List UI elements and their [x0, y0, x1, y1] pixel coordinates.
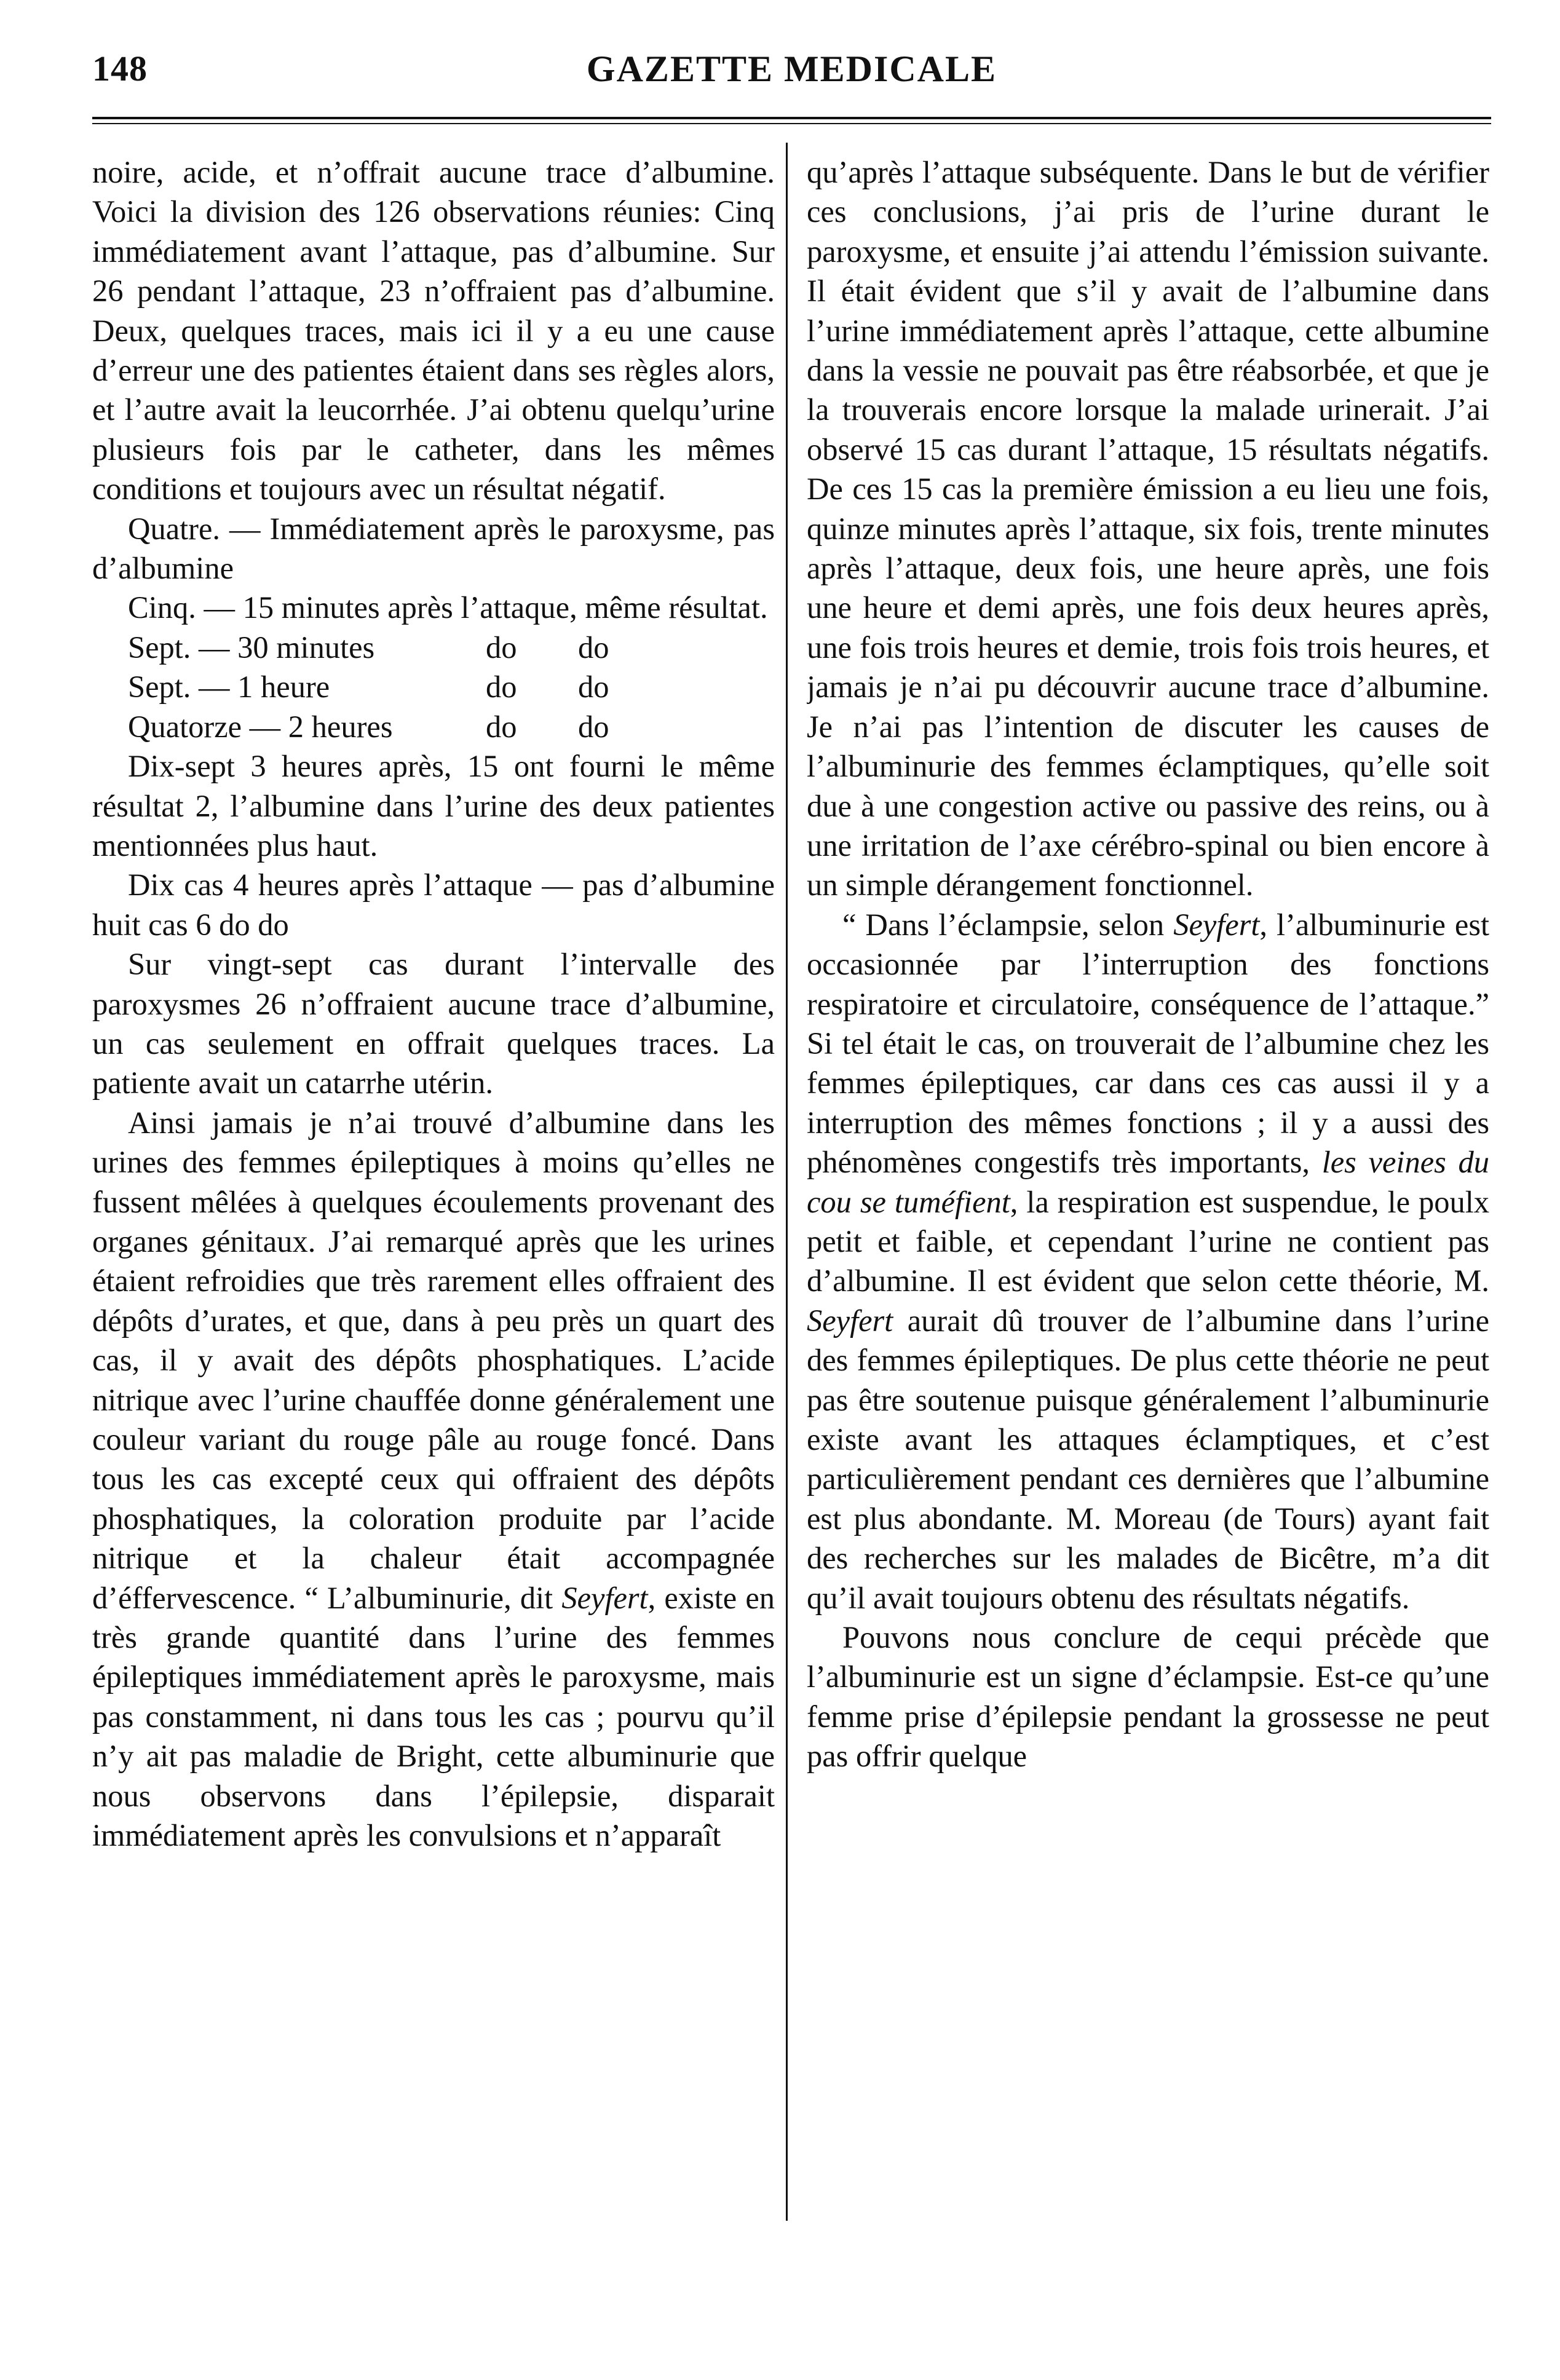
italic-phrase: les veines du cou se tuméfient	[807, 1145, 1489, 1219]
paragraph	[92, 1103, 775, 1856]
paragraph: qu’après l’attaque subséquente. Dans le but de vérifier ces conclusions, j’ai pris de l’urine durant le paroxysme, et ensuite j’ai attendu l’émission suivante. Il était évident que s’il y avait de l’albumine dans l’urine immédiatement après l’attaque, cette albumine dans la vessie ne pouvait pas être réabsorbée, et que je la trouverais encore lorsque la malade urinerait. J’ai observé 15 cas durant l’attaque, 15 résultats négatifs. De ces 15 cas la première émission a eu lieu une fois, quinze minutes après l’attaque, six fois, trente minutes après l’attaque, deux fois, une heure après, une fois une heure et demi après, une fois deux heures après, une fois trois heures et demie, trois fois trois heures, et jamais je n’ai pu découvrir aucune trace d’albumine. Je n’ai pas l’intention de discuter les causes de l’albuminurie des femmes éclamptiques, qu’elle soit due à une congestion active ou passive des reins, ou à une irritation de l’axe cérébro-spinal ou bien encore à un simple dérangement fonctionnel.	[807, 155, 1489, 903]
table-row	[92, 628, 775, 667]
text-run: , l’albuminurie est occasionnée par l’interruption des fonctions respiratoire et circulatoire, conséquence de l’attaque.” Si tel était le cas, on trouverait de l’albumine chez les femmes épileptiques, car dans ces cas aussi il y a interruption des mêmes fonctions ; il y a aussi des phénomènes congestifs très importants,	[807, 907, 1489, 1180]
row-label: Sept. — 30 minutes	[128, 630, 375, 665]
ditto-mark: do	[486, 709, 517, 744]
text-run: , existe en très grande quantité dans l’urine des femmes épileptiques immédiatement après le paroxysme, mais pas constamment, ni dans tous les cas ; pourvu qu’il n’y ait pas maladie de Bright, cette albuminurie que nous observons dans l’épilepsie, disparait immédiatement après les convulsions et n’apparaît	[92, 1580, 775, 1853]
ditto-mark: do	[578, 670, 609, 705]
ditto-mark: do	[486, 630, 517, 665]
ditto-mark: do	[486, 670, 517, 705]
journal-title: GAZETTE MEDICALE	[586, 49, 997, 89]
paragraph	[807, 905, 1489, 1618]
paragraph: noire, acide, et n’offrait aucune trace d’albumine. Voici la division des 126 observations réunies: Cinq immédiatement avant l’attaque, pas d’albumine. Sur 26 pendant l’attaque, 23 n’offraient pas d’albumine. Deux, quelques traces, mais ici il y a eu une cause d’erreur une des patientes étaient dans ses règles alors, et l’autre avait la leucorrhée. J’ai obtenu quelqu’urine plusieurs fois par le catheter, dans les mêmes conditions et toujours avec un résultat négatif.	[92, 155, 775, 507]
paragraph: Pouvons nous conclure de cequi précède que l’albuminurie est un signe d’éclampsie. Est-ce qu’une femme prise d’épilepsie pendant la grossesse ne peut pas offrir quelque	[807, 1620, 1489, 1774]
paragraph: Cinq. — 15 minutes après l’attaque, même résultat.	[128, 590, 768, 625]
table-row	[92, 667, 775, 706]
author-name: Seyfert	[807, 1303, 893, 1338]
table-row	[92, 707, 775, 746]
text-run: Ainsi jamais je n’ai trouvé d’albumine dans les urines des femmes épileptiques à moins qu’elles ne fussent mêlées à quelques écoulements provenant des organes génitaux. J’ai remarqué après que les urines étaient refroidies que très rarement elles offraient des dépôts d’urates, et que, dans à peu près un quart des cas, il y avait des dépôts phosphatiques. L’acide nitrique avec l’urine chauffée donne généralement une couleur variant du rouge pâle au rouge foncé. Dans tous les cas excepté ceux qui offraient des dépôts phosphatiques, la coloration produite par l’acide nitrique et la chaleur était accompagnée d’éffervescence. “ L’albuminurie, dit	[92, 1105, 775, 1615]
column-divider	[786, 143, 788, 2221]
left-column	[92, 152, 775, 2341]
header-rule-thin	[92, 123, 1491, 124]
text-run: , la respiration est suspendue, le poulx petit et faible, et cependant l’urine ne contient pas d’albumine. Il est évident que selon cette théorie, M.	[807, 1184, 1489, 1299]
row-label: Sept. — 1 heure	[128, 670, 330, 705]
author-name: Seyfert	[1173, 907, 1260, 942]
text-run: aurait dû trouver de l’albumine dans l’urine des femmes épileptiques. De plus cette théorie ne peut pas être soutenue puisque généralement l’albuminurie existe avant les attaques éclamptiques, et c’est particulièrement pendant ces dernières que l’albumine est plus abondante. M. Moreau (de Tours) ayant fait des recherches sur les malades de Bicêtre, m’a dit qu’il avait toujours obtenu des résultats négatifs.	[807, 1303, 1489, 1615]
header-rule	[92, 117, 1491, 119]
paragraph: Dix-sept 3 heures après, 15 ont fourni le même résultat 2, l’albumine dans l’urine des deux patientes mentionnées plus haut.	[92, 749, 775, 863]
paragraph: Quatre. — Immédiatement après le paroxysme, pas d’albumine	[92, 511, 775, 586]
ditto-mark: do	[578, 630, 609, 665]
row-label: Quatorze — 2 heures	[128, 709, 393, 744]
paragraph: Sur vingt-sept cas durant l’intervalle des paroxysmes 26 n’offraient aucune trace d’albumine, un cas seulement en offrait quelques traces. La patiente avait un catarrhe utérin.	[92, 947, 775, 1101]
page-number: 148	[92, 49, 148, 89]
author-name: Seyfert	[561, 1580, 648, 1615]
text-run: “ Dans l’éclampsie, selon	[842, 907, 1174, 942]
paragraph: Dix cas 4 heures après l’attaque — pas d’albumine huit cas 6 do do	[92, 868, 775, 942]
page-header	[92, 48, 1491, 103]
right-column	[807, 152, 1489, 2341]
ditto-mark: do	[578, 709, 609, 744]
